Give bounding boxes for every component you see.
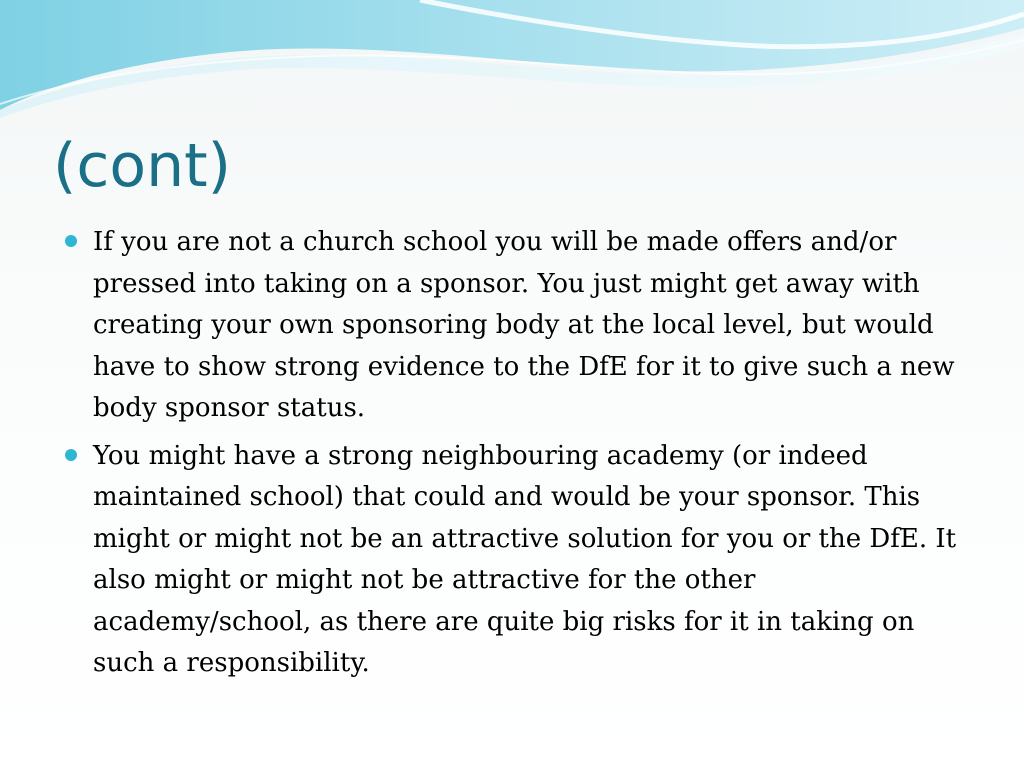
bullet-item (62, 436, 967, 685)
bullet-text: You might have a strong neighbouring academy (or indeed maintained school) that could and would be your sponsor. This might or might not be an attractive solution for you or the DfE. It also might or might not be attractive for the other academy/school, as there are quite big risks for it in taking on such a responsibility. (93, 440, 957, 678)
bullet-list (62, 222, 967, 691)
slide-title: (cont) (53, 131, 232, 201)
bullet-dot-icon (65, 235, 77, 247)
bullet-text: If you are not a church school you will be made offers and/or pressed into taking on a sponsor. You just might get away with creating your own sponsoring body at the local level, but would have to show strong evidence to the DfE for it to give such a new body sponsor status. (93, 227, 955, 423)
bullet-item (62, 222, 967, 430)
bullet-dot-icon (65, 449, 77, 461)
header-wave-decoration (0, 0, 1024, 130)
